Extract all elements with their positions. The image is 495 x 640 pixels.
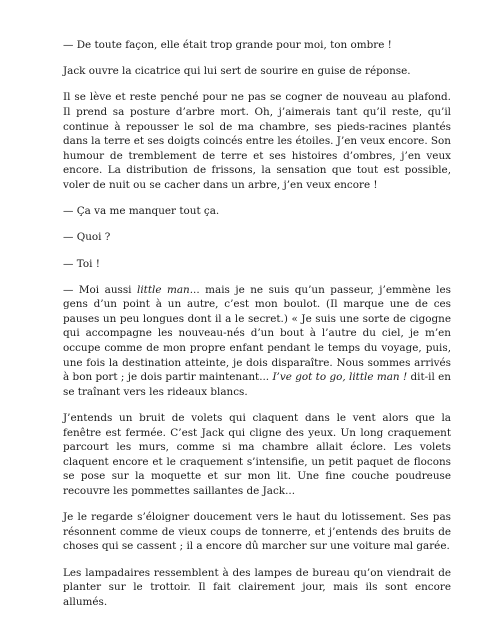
paragraph-text: Je le regarde s’éloigner doucement vers le haut du lotissement. Ses pas résonnent comme de vieux coups de tonnerre, et j’entends des bruits de choses qui se cassent ; il a encore dû marcher sur une voiture mal garée. <box>63 511 451 553</box>
paragraph-6 <box>63 257 451 272</box>
paragraph-text: Les lampadaires ressemblent à des lampes de bureau qu’on viendrait de planter sur le trottoir. Il fait clairement jour, mais ils sont encore allumés. <box>63 566 451 608</box>
paragraph-10 <box>63 566 451 610</box>
paragraph-3 <box>63 90 451 192</box>
paragraph-text: Jack ouvre la cicatrice qui lui sert de sourire en guise de réponse. <box>63 65 411 78</box>
paragraph-text: — Moi aussi <box>63 283 138 296</box>
italic-phrase: little man <box>137 283 190 296</box>
paragraph-8 <box>63 411 451 499</box>
dialogue-line: — Quoi ? <box>63 231 111 244</box>
paragraph-4 <box>63 204 451 219</box>
paragraph-9 <box>63 510 451 554</box>
dialogue-line: — Ça va me manquer tout ça. <box>63 205 220 218</box>
paragraph-text: ... mais je ne suis qu’un passeur, j’emmène les gens d’un point à un autre, c’est mon boulot. (Il marque une de ces pauses un peu longues dont il a le secret.) « Je suis une sorte de cigogne qui accompagne les nouveau-nés d’un bout à l’autre du ciel, je m’en occupe comme de mon propre enfant pendant le temps du voyage, puis, une fois la destination atteinte, je dois disparaître. Nous sommes arrivés à bon port ; je dois partir maintenant... <box>63 283 451 384</box>
paragraph-text: dit-il en se traînant vers les rideaux blancs. <box>63 371 451 398</box>
paragraph-text: Il se lève et reste penché pour ne pas se cogner de nouveau au plafond. Il prend sa posture d’arbre mort. Oh, j’aimerais tant qu’il reste, qu’il continue à repousser le sol de ma chambre, ses pieds-racines plantés dans la terre et ses doigts coincés entre les étoiles. J’en veux encore. Son humour de tremblement de terre et ses histoires d’ombres, j’en veux encore. La distribution de frissons, la sensation que tout est possible, voler de nuit ou se cacher dans un arbre, j’en veux encore ! <box>63 91 451 191</box>
paragraph-2 <box>63 64 451 79</box>
italic-phrase: I’ve got to go, little man ! <box>272 371 408 384</box>
paragraph-text: J’entends un bruit de volets qui claquent dans le vent alors que la fenêtre est fermée. C’est Jack qui cligne des yeux. Un long craquement parcourt les murs, comme si ma chambre allait éclore. Les volets claquent encore et le craquement s’intensifie, un petit paquet de flocons se pose sur la moquette et sur mon lit. Une fine couche poudreuse recouvre les pommettes saillantes de Jack... <box>63 412 451 497</box>
paragraph-5 <box>63 230 451 245</box>
dialogue-line: — Toi ! <box>63 257 100 270</box>
paragraph-1 <box>63 38 451 53</box>
paragraph-7 <box>63 283 451 400</box>
paragraph-text: — De toute façon, elle était trop grande pour moi, ton ombre ! <box>63 39 392 51</box>
